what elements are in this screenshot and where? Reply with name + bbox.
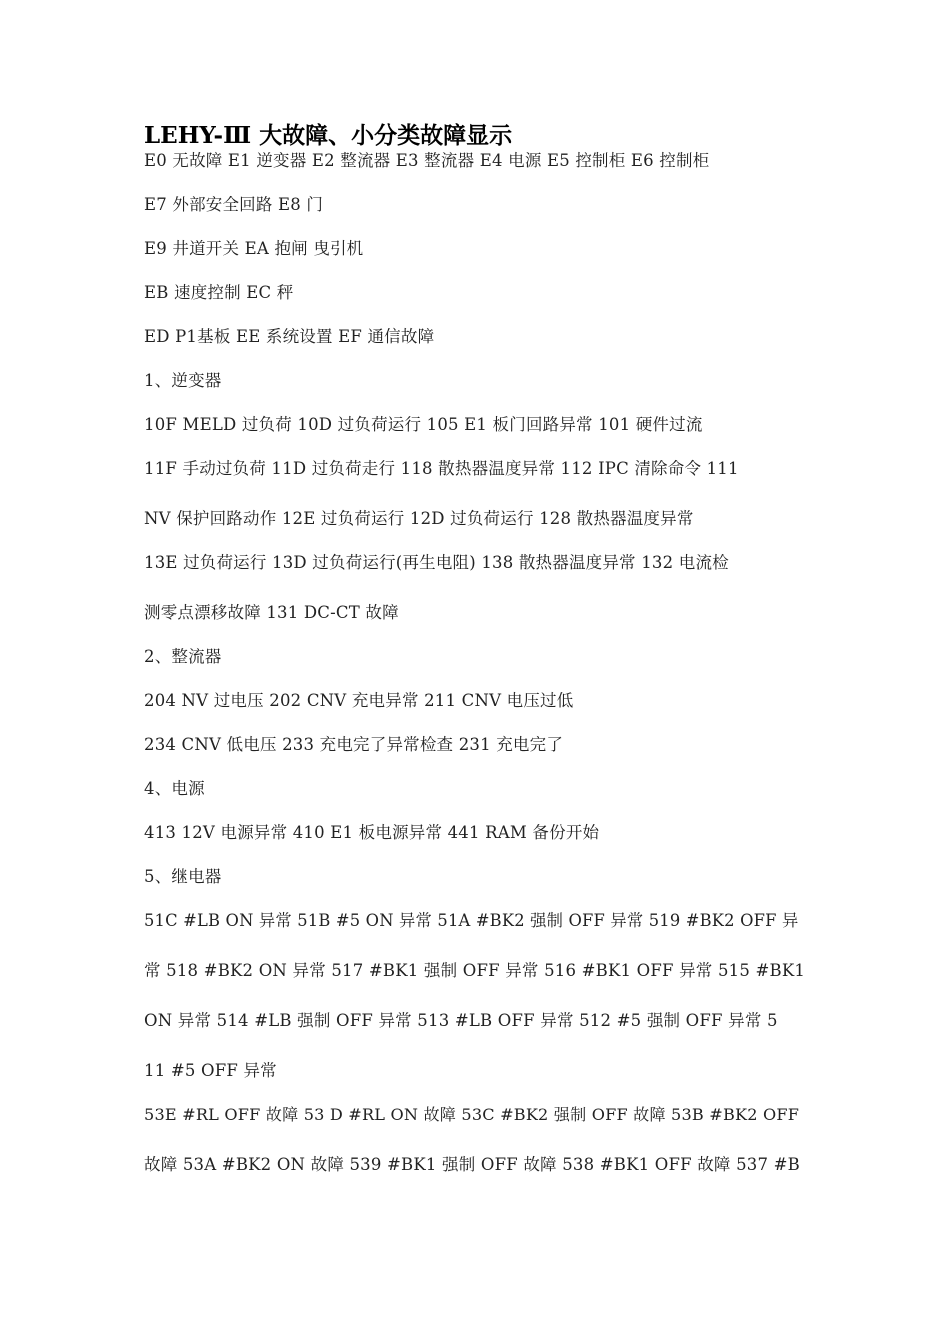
text-line: 13E 过负荷运行 13D 过负荷运行(再生电阻) 138 散热器温度异常 132 电流检 (144, 553, 729, 572)
section-heading: 1、逆变器 (144, 371, 222, 390)
text-line: EB 速度控制 EC 秤 (144, 283, 294, 302)
text-line: 53E #RL OFF 故障 53 D #RL ON 故障 53C #BK2 强制 OFF 故障 53B #BK2 OFF (144, 1105, 800, 1124)
document-title: LEHY-Ⅲ 大故障、小分类故障显示 (144, 122, 513, 149)
text-line: 204 NV 过电压 202 CNV 充电异常 211 CNV 电压过低 (144, 691, 574, 710)
section-heading: 5、继电器 (144, 867, 222, 886)
text-line: 10F MELD 过负荷 10D 过负荷运行 105 E1 板门回路异常 101 硬件过流 (144, 415, 703, 434)
text-line: E9 井道开关 EA 抱闸 曳引机 (144, 239, 364, 258)
text-line: NV 保护回路动作 12E 过负荷运行 12D 过负荷运行 128 散热器温度异常 (144, 509, 694, 528)
text-line: 413 12V 电源异常 410 E1 板电源异常 441 RAM 备份开始 (144, 823, 600, 842)
text-line: 11F 手动过负荷 11D 过负荷走行 118 散热器温度异常 112 IPC 清除命令 111 (144, 459, 739, 478)
section-heading: 2、整流器 (144, 647, 222, 666)
text-line: E7 外部安全回路 E8 门 (144, 195, 324, 214)
text-line: E0 无故障 E1 逆变器 E2 整流器 E3 整流器 E4 电源 E5 控制柜 E6 控制柜 (144, 151, 710, 170)
text-line: 234 CNV 低电压 233 充电完了异常检查 231 充电完了 (144, 735, 564, 754)
text-line: ED P1基板 EE 系统设置 EF 通信故障 (144, 327, 435, 346)
section-heading: 4、电源 (144, 779, 205, 798)
text-line: 常 518 #BK2 ON 异常 517 #BK1 强制 OFF 异常 516 #BK1 OFF 异常 515 #BK1 (144, 961, 806, 980)
text-line: 51C #LB ON 异常 51B #5 ON 异常 51A #BK2 强制 OFF 异常 519 #BK2 OFF 异 (144, 911, 799, 930)
text-line: ON 异常 514 #LB 强制 OFF 异常 513 #LB OFF 异常 512 #5 强制 OFF 异常 5 (144, 1011, 778, 1030)
text-line: 11 #5 OFF 异常 (144, 1061, 277, 1080)
text-line: 故障 53A #BK2 ON 故障 539 #BK1 强制 OFF 故障 538 #BK1 OFF 故障 537 #B (144, 1155, 800, 1174)
text-line: 测零点漂移故障 131 DC-CT 故障 (144, 603, 399, 622)
